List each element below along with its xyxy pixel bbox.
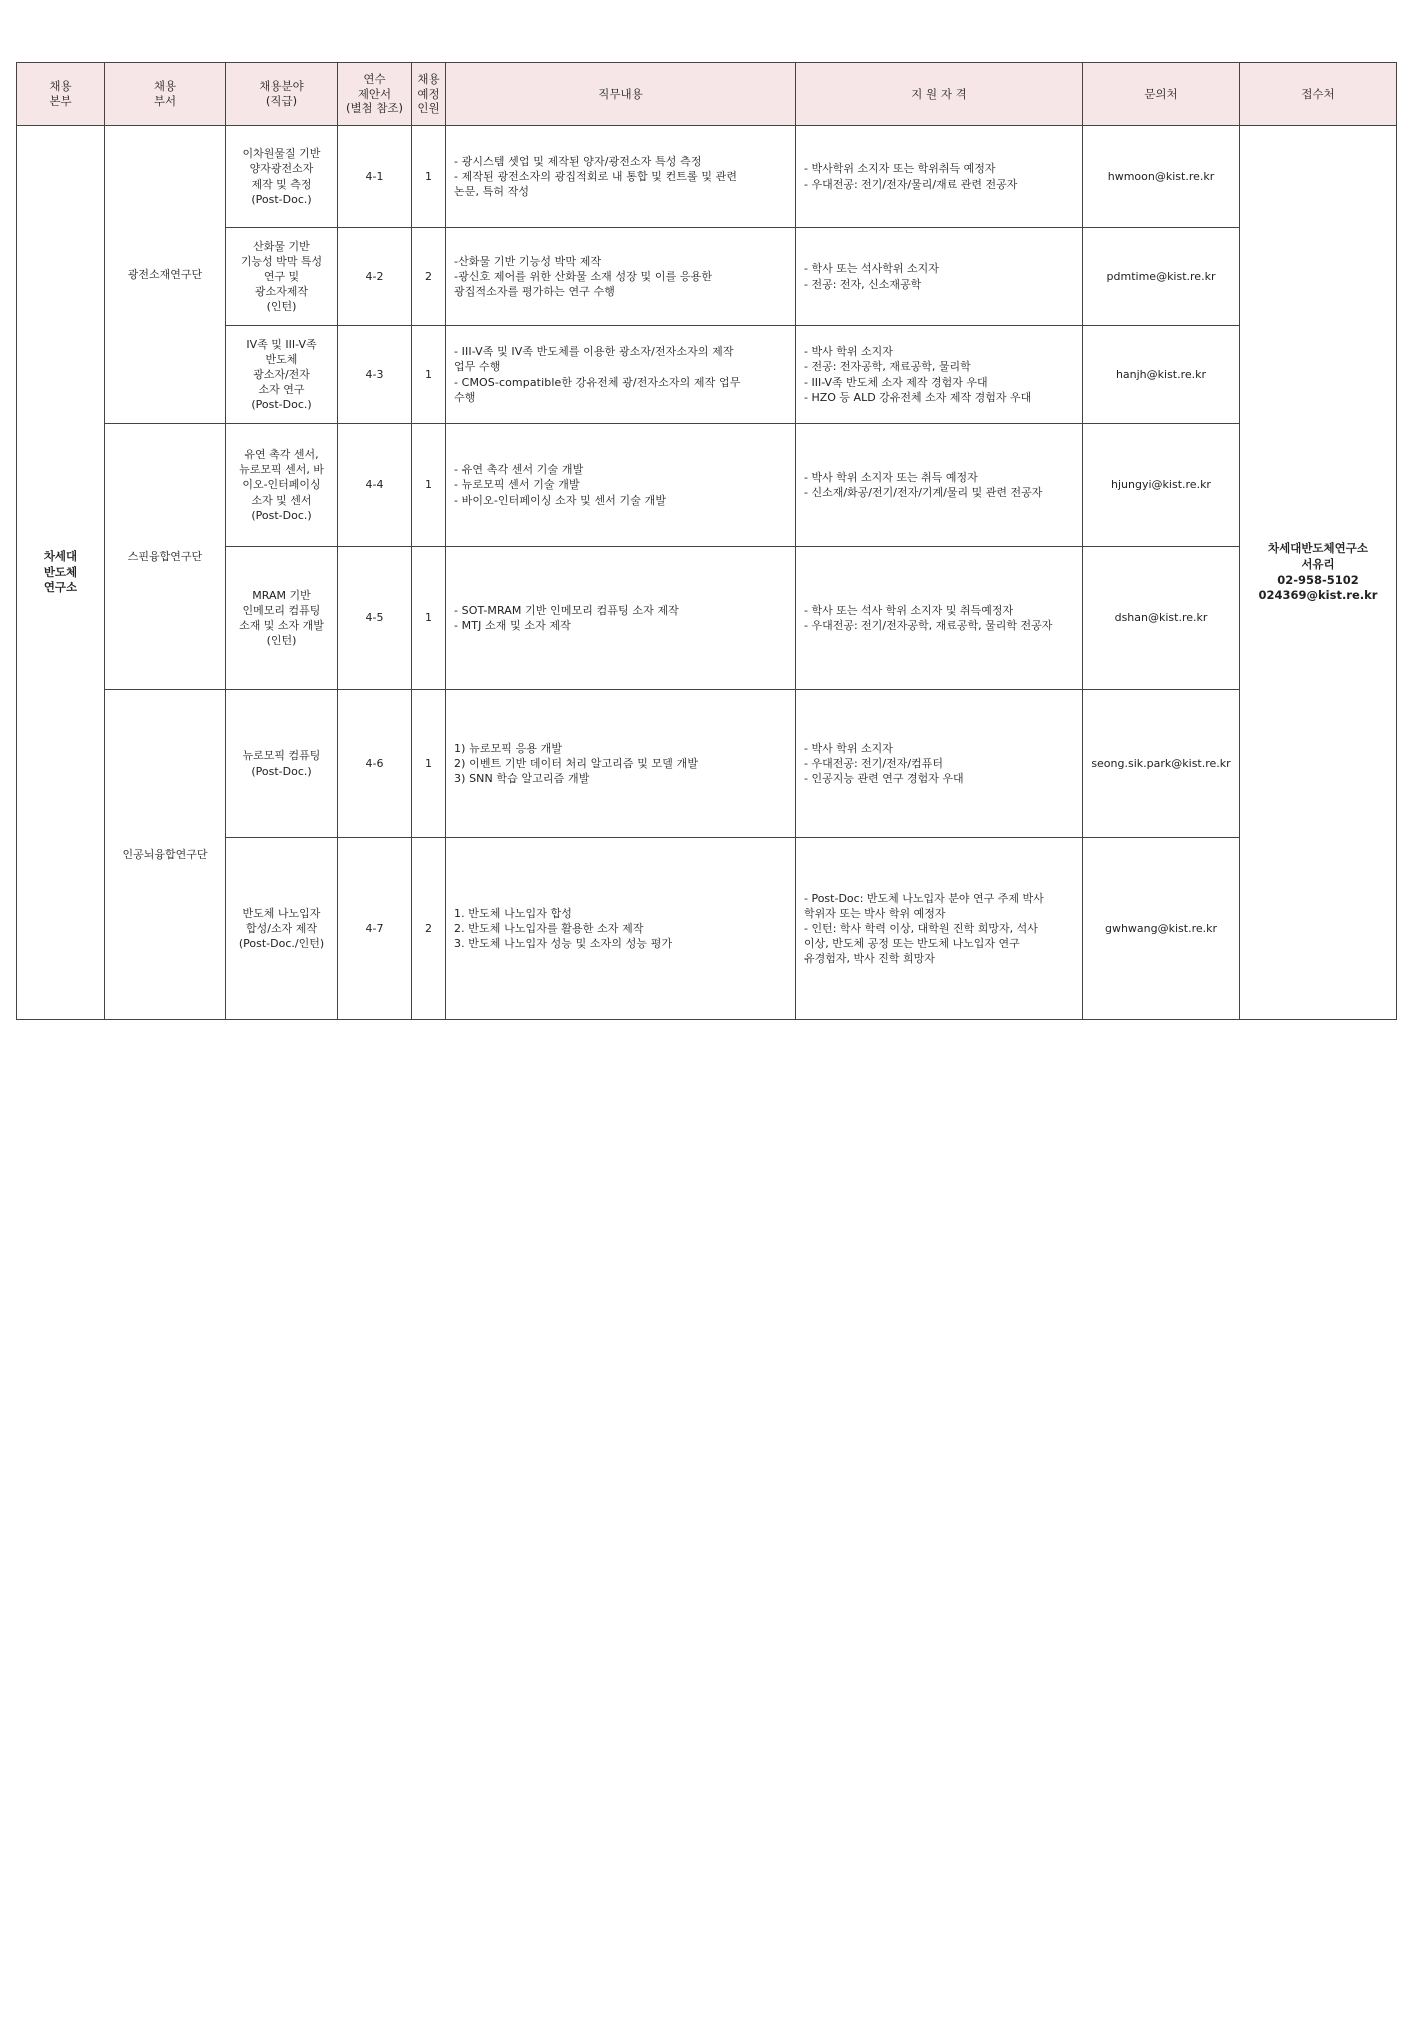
- hq-name: 차세대 반도체 연구소: [17, 126, 105, 1020]
- header-dept: 채용 부서: [105, 63, 226, 126]
- headcount-cell: 1: [412, 547, 446, 690]
- contact-email[interactable]: gwhwang@kist.re.kr: [1083, 838, 1240, 1020]
- field-cell: 유연 촉각 센서, 뉴로모픽 센서, 바 이오-인터페이싱 소자 및 센서 (Post-Doc.): [226, 424, 338, 547]
- header-hq: 채용 본부: [17, 63, 105, 126]
- dept-name: 스핀융합연구단: [105, 424, 226, 690]
- duties-cell: 1) 뉴로모픽 응용 개발 2) 이벤트 기반 데이터 처리 알고리즘 및 모델 개발 3) SNN 학습 알고리즘 개발: [446, 690, 796, 838]
- headcount-cell: 2: [412, 228, 446, 326]
- proposal-cell: 4-5: [338, 547, 412, 690]
- headcount-cell: 1: [412, 326, 446, 424]
- reception-info: 차세대반도체연구소 서유리 02-958-5102 024369@kist.re.kr: [1240, 126, 1397, 1020]
- contact-email[interactable]: pdmtime@kist.re.kr: [1083, 228, 1240, 326]
- duties-cell: -산화물 기반 기능성 박막 제작 -광신호 제어를 위한 산화물 소재 성장 및 이를 응용한 광집적소자를 평가하는 연구 수행: [446, 228, 796, 326]
- header-contact: 문의처: [1083, 63, 1240, 126]
- qualifications-cell: - 박사 학위 소지자 또는 취득 예정자 - 신소재/화공/전기/전자/기계/물리 및 관련 전공자: [796, 424, 1083, 547]
- table-row: [17, 690, 1397, 838]
- headcount-cell: 2: [412, 838, 446, 1020]
- duties-cell: - 광시스템 셋업 및 제작된 양자/광전소자 특성 측정 - 제작된 광전소자의 광집적회로 내 통합 및 컨트롤 및 관련 논문, 특허 작성: [446, 126, 796, 228]
- header-field: 채용분야 (직급): [226, 63, 338, 126]
- proposal-cell: 4-6: [338, 690, 412, 838]
- qualifications-cell: - Post-Doc: 반도체 나노입자 분야 연구 주제 박사 학위자 또는 박사 학위 예정자 - 인턴: 학사 학력 이상, 대학원 진학 희망자, 석사 이상, 반도체 공정 또는 반도체 나노입자 연구 유경험자, 박사 진학 희망자: [796, 838, 1083, 1020]
- field-cell: 반도체 나노입자 합성/소자 제작 (Post-Doc./인턴): [226, 838, 338, 1020]
- field-cell: MRAM 기반 인메모리 컴퓨팅 소재 및 소자 개발 (인턴): [226, 547, 338, 690]
- proposal-cell: 4-3: [338, 326, 412, 424]
- qualifications-cell: - 박사 학위 소지자 - 전공: 전자공학, 재료공학, 물리학 - III-V족 반도체 소자 제작 경험자 우대 - HZO 등 ALD 강유전체 소자 제작 경험자 우대: [796, 326, 1083, 424]
- contact-email[interactable]: seong.sik.park@kist.re.kr: [1083, 690, 1240, 838]
- qualifications-cell: - 학사 또는 석사학위 소지자 - 전공: 전자, 신소재공학: [796, 228, 1083, 326]
- headcount-cell: 1: [412, 126, 446, 228]
- headcount-cell: 1: [412, 424, 446, 547]
- duties-cell: - SOT-MRAM 기반 인메모리 컴퓨팅 소자 제작 - MTJ 소재 및 소자 제작: [446, 547, 796, 690]
- field-cell: IV족 및 III-V족 반도체 광소자/전자 소자 연구 (Post-Doc.): [226, 326, 338, 424]
- header-proposal: 연수 제안서 (별첨 참조): [338, 63, 412, 126]
- header-reception: 접수처: [1240, 63, 1397, 126]
- field-cell: 뉴로모픽 컴퓨팅 (Post-Doc.): [226, 690, 338, 838]
- contact-email[interactable]: dshan@kist.re.kr: [1083, 547, 1240, 690]
- headcount-cell: 1: [412, 690, 446, 838]
- qualifications-cell: - 박사학위 소지자 또는 학위취득 예정자 - 우대전공: 전기/전자/물리/재료 관련 전공자: [796, 126, 1083, 228]
- duties-cell: 1. 반도체 나노입자 합성 2. 반도체 나노입자를 활용한 소자 제작 3. 반도체 나노입자 성능 및 소자의 성능 평가: [446, 838, 796, 1020]
- qualifications-cell: - 박사 학위 소지자 - 우대전공: 전기/전자/컴퓨터 - 인공지능 관련 연구 경험자 우대: [796, 690, 1083, 838]
- qualifications-cell: - 학사 또는 석사 학위 소지자 및 취득예정자 - 우대전공: 전기/전자공학, 재료공학, 물리학 전공자: [796, 547, 1083, 690]
- header-duties: 직무내용: [446, 63, 796, 126]
- duties-cell: - 유연 촉각 센서 기술 개발 - 뉴로모픽 센서 기술 개발 - 바이오-인터페이싱 소자 및 센서 기술 개발: [446, 424, 796, 547]
- proposal-cell: 4-2: [338, 228, 412, 326]
- contact-email[interactable]: hjungyi@kist.re.kr: [1083, 424, 1240, 547]
- field-cell: 산화물 기반 기능성 박막 특성 연구 및 광소자제작 (인턴): [226, 228, 338, 326]
- dept-name: 인공뇌융합연구단: [105, 690, 226, 1020]
- header-headcount: 채용 예정 인원: [412, 63, 446, 126]
- table-header-row: [17, 63, 1397, 126]
- proposal-cell: 4-4: [338, 424, 412, 547]
- proposal-cell: 4-7: [338, 838, 412, 1020]
- table-row: [17, 126, 1397, 228]
- duties-cell: - III-V족 및 IV족 반도체를 이용한 광소자/전자소자의 제작 업무 수행 - CMOS-compatible한 강유전체 광/전자소자의 제작 업무 수행: [446, 326, 796, 424]
- dept-name: 광전소재연구단: [105, 126, 226, 424]
- recruitment-table: [16, 62, 1397, 1020]
- proposal-cell: 4-1: [338, 126, 412, 228]
- contact-email[interactable]: hanjh@kist.re.kr: [1083, 326, 1240, 424]
- contact-email[interactable]: hwmoon@kist.re.kr: [1083, 126, 1240, 228]
- table-row: [17, 424, 1397, 547]
- header-qualifications: 지 원 자 격: [796, 63, 1083, 126]
- field-cell: 이차원물질 기반 양자광전소자 제작 및 측정 (Post-Doc.): [226, 126, 338, 228]
